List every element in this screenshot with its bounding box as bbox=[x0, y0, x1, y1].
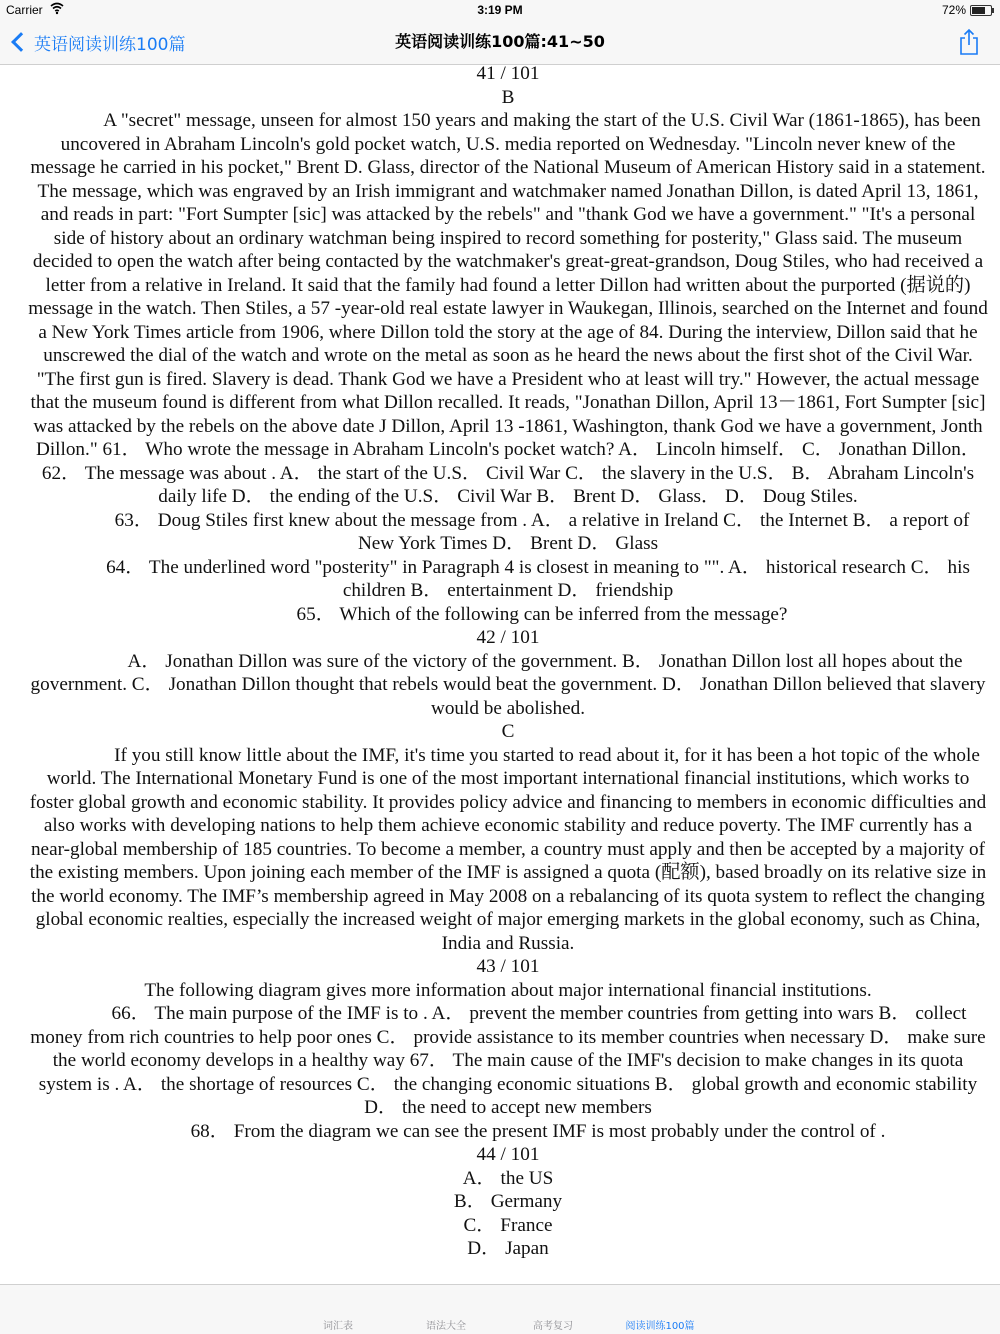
carrier-label: Carrier bbox=[6, 3, 43, 17]
question-text: 68． From the diagram we can see the present IMF is most probably under the control of . bbox=[190, 1120, 886, 1142]
answer-option: A． the US bbox=[462, 1167, 554, 1189]
tab-vocabulary[interactable]: 词汇表 bbox=[323, 1321, 353, 1332]
answer-options: A． Jonathan Dillon was sure of the victory of the government. B． Jonathan Dillon lost all hopes about the government. C． Jonathan Dillon thought that rebels would beat the government. D． Jonathan Dillon believed that slavery would be abolished. bbox=[30, 650, 986, 719]
back-button[interactable] bbox=[10, 20, 185, 64]
answer-option: D． Japan bbox=[467, 1238, 549, 1259]
answer-option: C． France bbox=[463, 1214, 553, 1236]
tab-bar bbox=[0, 1284, 1000, 1334]
question-text: 65． Which of the following can be inferred from the message? bbox=[296, 603, 788, 625]
battery-fill bbox=[972, 7, 985, 14]
navigation-bar bbox=[0, 20, 1000, 65]
page-counter: 41 / 101 bbox=[476, 63, 540, 84]
question-text: 66． The main purpose of the IMF is to . A． prevent the member countries from getting into wars B． collect money from rich countries to help poor ones C． provide assistance to its member countries when necessary D． make sure the world economy develops in a healthy way 67． The main cause of the IMF's decision to make changes in its quota system is . A． the shortage of resources C． the changing economic situations B． global growth and economic stability D． the need to accept new members bbox=[30, 1003, 986, 1118]
battery-icon bbox=[970, 5, 992, 16]
section-heading: C bbox=[501, 721, 515, 742]
page-counter: 43 / 101 bbox=[476, 956, 540, 977]
page-counter: 42 / 101 bbox=[476, 627, 540, 648]
chevron-left-icon bbox=[11, 32, 31, 52]
page-title: 英语阅读训练100篇:41~50 bbox=[395, 32, 605, 51]
tab-exam-review[interactable]: 高考复习 bbox=[533, 1321, 573, 1332]
passage-paragraph: A "secret" message, unseen for almost 150 years and making the start of the U.S. Civil War (1861-1865), has been uncovered in Abraham Lincoln's gold pocket watch, U.S. media reported on Wednesday. "Lincoln never knew of the message he carried in his pocket," Brent D. Glass, director of the National Museum of American History said in a statement. The message, which was engraved by an Irish immigrant and watchmaker named Jonathan Dillon, is dated April 13, 1861, and reads in part: "Fort Sumpter [sic] was attacked by the rebels" and "thank God we have a government." "It's a personal side of history about an ordinary watchman being inspired to record something for posterity," Glass said. The museum decided to open the watch after being contacted by the watchmaker's great-great-grandson, Doug Stiles, who had received a letter from a relative in Ireland. It said that the family had found a letter Dillon had written about the purported (据说的) message in the watch. Then Stiles, a 57 -year-old real estate lawyer in Waukegan, Illinois, searched on the Internet and found a New York Times article from 1906, where Dillon told the story at the age of 84. During the interview, Dillon said that he unscrewed the dial of the watch and wrote on the metal as soon as he heard the news about the first shot of the Civil War. "The first gun is fired. Slavery is dead. Thank God we have a President who at least will try." However, the actual message that the museum found is different from what Dillon recalled. It reads, "Jonathan Dillon, April 13－1861, Fort Sumpter [sic] was attacked by the rebels on the above date J Dillon, April 13 -1861, Washington, thank God we have a government, Jonth Dillon." 61． Who wrote the message in Abraham Lincoln's pocket watch? A． Lincoln himself． C． Jonathan Dillon． 62． The message was about . A． the start of the U.S． Civil War C． the slavery in the U.S． B． Abraham Lincoln's daily life D． the ending of the U.S． Civil War B． Brent D． Glass． D． Doug Stiles. bbox=[28, 110, 988, 507]
tab-reading-training[interactable]: 阅读训练100篇 bbox=[625, 1321, 695, 1332]
share-button[interactable] bbox=[956, 28, 982, 56]
status-time: 3:19 PM bbox=[477, 3, 523, 17]
answer-option: B． Germany bbox=[453, 1191, 563, 1212]
battery-percent: 72% bbox=[941, 3, 966, 17]
share-icon bbox=[956, 28, 982, 56]
status-bar bbox=[0, 0, 1000, 20]
reading-content[interactable] bbox=[28, 62, 988, 1284]
tab-grammar[interactable]: 语法大全 bbox=[426, 1321, 466, 1332]
passage-paragraph: If you still know little about the IMF, it's time you started to read about it, for it has been a hot topic of the whole world. The International Monetary Fund is one of the most important international financial institutions, which works to foster global growth and economic stability. It provides policy advice and financing to members in economic difficulties and also works with developing nations to help them achieve economic stability and reduce poverty. The IMF currently has a near-global membership of 185 countries. To become a member, a country must apply and then be accepted by a majority of the existing members. Upon joining each member of the IMF is assigned a quota (配额), based broadly on its relative size in the world economy. The IMF’s membership agreed in May 2008 on a rebalancing of its quota system to reflect the changing global economic realties, especially the increased weight of major emerging markets in the global economy, such as China, India and Russia. bbox=[29, 744, 987, 954]
question-text: 64． The underlined word "posterity" in Paragraph 4 is closest in meaning to "". A． historical research C． his children B． entertainment D． friendship bbox=[106, 556, 970, 601]
back-button-label: 英语阅读训练100篇 bbox=[34, 34, 186, 55]
question-text: 63． Doug Stiles first knew about the message from . A． a relative in Ireland C． the Internet B． a report of New York Times D． Brent D． Glass bbox=[114, 509, 970, 554]
page-counter: 44 / 101 bbox=[476, 1144, 540, 1165]
section-heading: B bbox=[501, 86, 515, 108]
passage-paragraph: The following diagram gives more information about major international financial institutions. bbox=[144, 979, 872, 1001]
